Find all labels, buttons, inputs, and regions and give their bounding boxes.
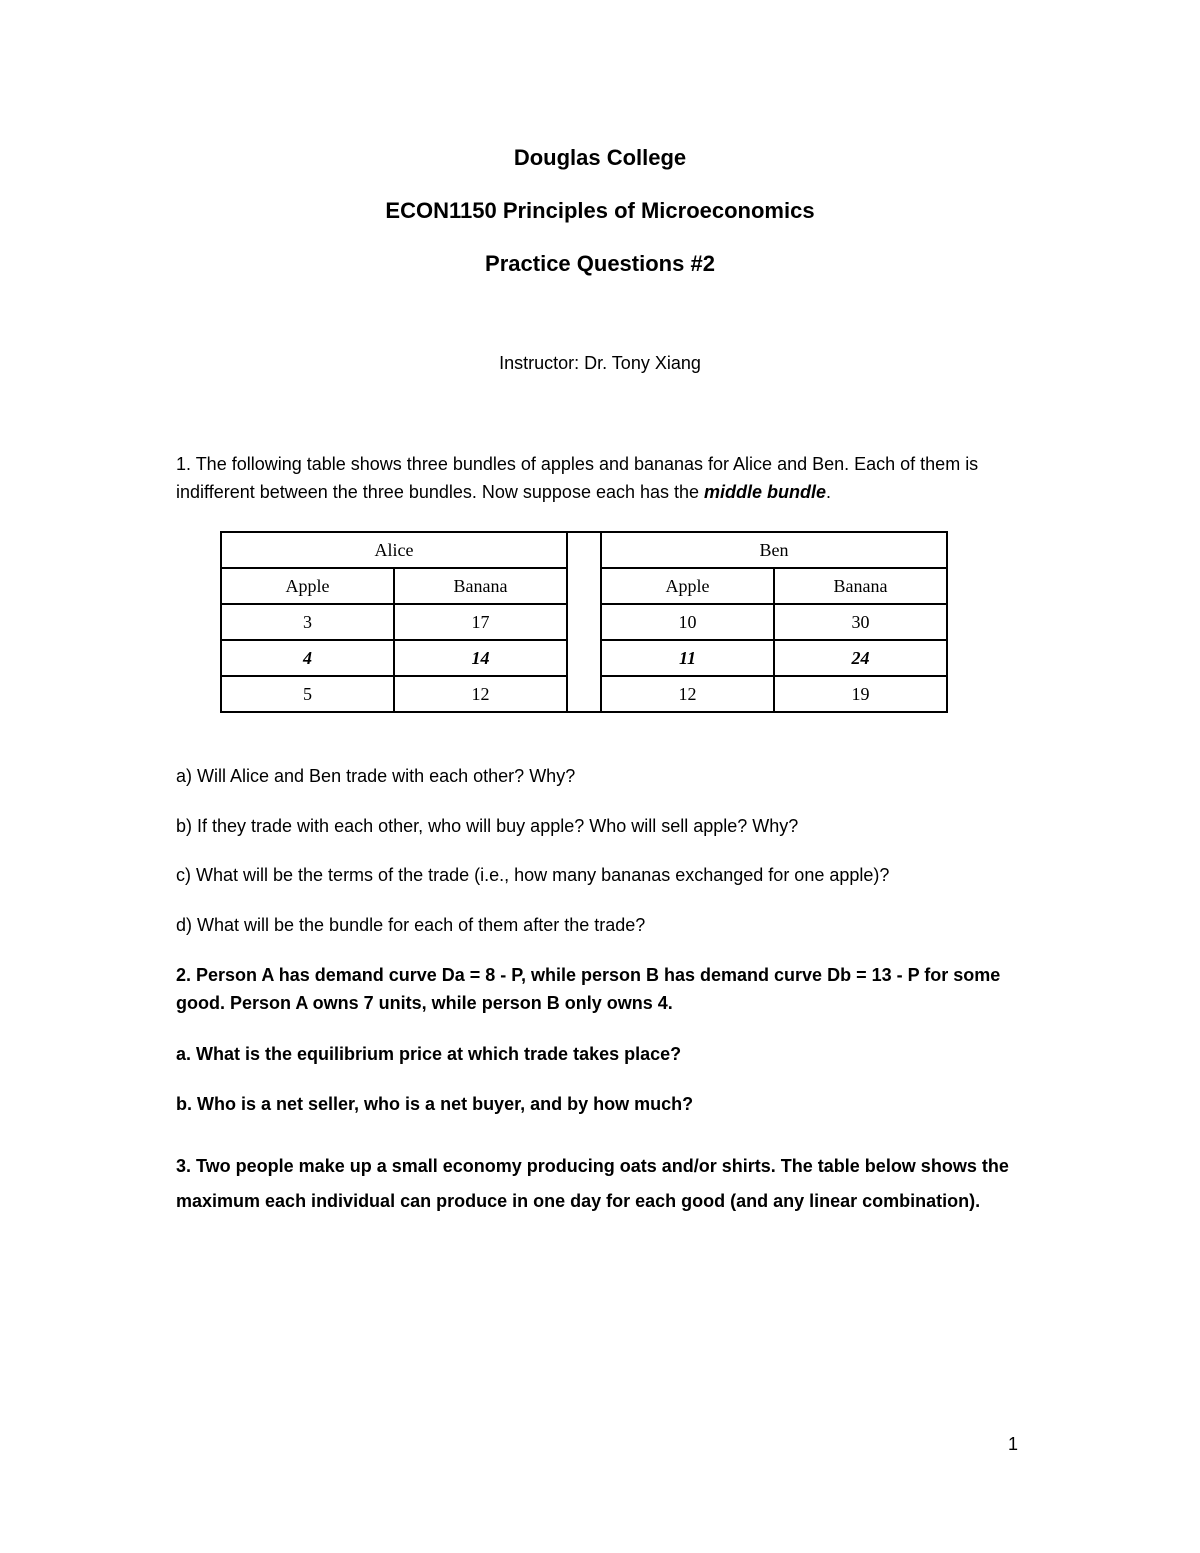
instructor-line: Instructor: Dr. Tony Xiang xyxy=(499,353,701,373)
ben-apple-header: Apple xyxy=(601,568,774,604)
question-2b: b. Who is a net seller, who is a net buyer, and by how much? xyxy=(176,1094,694,1114)
table-separator xyxy=(567,532,601,712)
question-1a: a) Will Alice and Ben trade with each other? Why? xyxy=(176,766,576,786)
ben-banana-header: Banana xyxy=(774,568,947,604)
bundles-table xyxy=(220,531,948,713)
table-cell: 10 xyxy=(601,604,774,640)
document-title: Practice Questions #2 xyxy=(485,251,715,276)
page-number: 1 xyxy=(1008,1434,1019,1454)
alice-header: Alice xyxy=(221,532,567,568)
table-cell: 5 xyxy=(221,676,394,712)
question-1-period: . xyxy=(826,482,832,502)
table-cell: 24 xyxy=(774,640,947,676)
table-header-row-names xyxy=(221,532,947,568)
middle-bundle-emphasis: middle bundle xyxy=(704,482,827,502)
table-cell: 14 xyxy=(394,640,567,676)
course-title: ECON1150 Principles of Microeconomics xyxy=(385,198,815,223)
table-cell: 30 xyxy=(774,604,947,640)
table-cell: 17 xyxy=(394,604,567,640)
table-cell: 11 xyxy=(601,640,774,676)
table-cell: 4 xyxy=(221,640,394,676)
table-cell: 3 xyxy=(221,604,394,640)
alice-apple-header: Apple xyxy=(221,568,394,604)
alice-banana-header: Banana xyxy=(394,568,567,604)
question-2-text: 2. Person A has demand curve Da = 8 - P, while person B has demand curve Db = 13 - P for some good. Person A owns 7 units, while person B only owns 4. xyxy=(176,965,1001,1013)
question-1-body: 1. The following table shows three bundles of apples and bananas for Alice and Ben. Each of them is indifferent between the three bundles. Now suppose each has the xyxy=(176,454,979,502)
question-1c: c) What will be the terms of the trade (i.e., how many bananas exchanged for one apple)? xyxy=(176,865,890,885)
table-cell: 12 xyxy=(394,676,567,712)
question-1d: d) What will be the bundle for each of them after the trade? xyxy=(176,915,646,935)
question-3-text: 3. Two people make up a small economy producing oats and/or shirts. The table below shows the maximum each individual can produce in one day for each good (and any linear combination). xyxy=(176,1156,1009,1211)
table-cell: 19 xyxy=(774,676,947,712)
question-1b: b) If they trade with each other, who will buy apple? Who will sell apple? Why? xyxy=(176,816,799,836)
ben-header: Ben xyxy=(601,532,947,568)
institution-title: Douglas College xyxy=(513,145,687,170)
table-cell: 12 xyxy=(601,676,774,712)
question-2a: a. What is the equilibrium price at which trade takes place? xyxy=(176,1044,682,1064)
question-1-text xyxy=(176,450,1016,506)
